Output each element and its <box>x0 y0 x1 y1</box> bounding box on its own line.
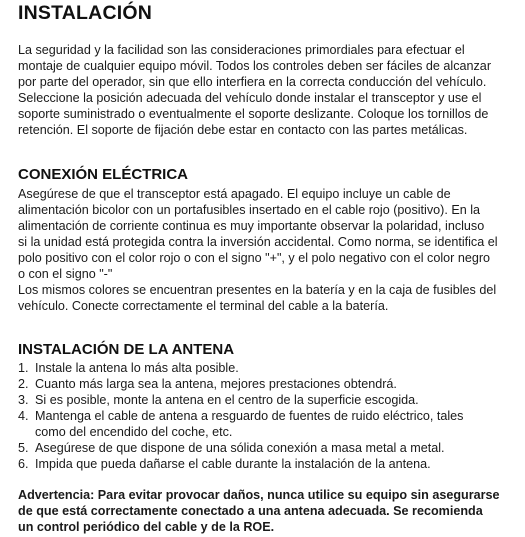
intro-line: Seleccione la posición adecuada del vehículo donde instalar el transceptor y use el <box>18 91 482 105</box>
intro-line: soporte suministrado o eventualmente el soporte deslizante. Coloque los tornillos de <box>18 107 489 121</box>
intro-line: retención. El soporte de fijación debe estar en contacto con las partes metálicas. <box>18 123 468 137</box>
electrical-line: Asegúrese de que el transceptor está apagado. El equipo incluye un cable de <box>18 187 451 201</box>
step-text: Mantenga el cable de antena a resguardo de fuentes de ruido eléctrico, tales <box>35 409 464 423</box>
step-text: como del encendido del coche, etc. <box>35 425 233 439</box>
electrical-line: vehículo. Conecte correctamente el terminal del cable a la batería. <box>18 299 389 313</box>
step-text: Impida que pueda dañarse el cable durante la instalación de la antena. <box>35 457 431 471</box>
antenna-steps-list <box>18 360 518 472</box>
electrical-line: alimentación de corriente continua es muy importante observar la polaridad, incluso <box>18 219 485 233</box>
electrical-line: Los mismos colores se encuentran presentes en la batería y en la caja de fusibles del <box>18 283 497 297</box>
step-text: Cuanto más larga sea la antena, mejores prestaciones obtendrá. <box>35 377 397 391</box>
electrical-line: alimentación bicolor con un portafusibles insertado en el cable rojo (positivo). En la <box>18 203 481 217</box>
step-number: 6. <box>18 457 29 471</box>
electrical-line: polo positivo con el color rojo o con el signo "+", y el polo negativo con el color negro <box>18 251 491 265</box>
electrical-line: si la unidad está protegida contra la inversión accidental. Como norma, se identifica el <box>18 235 498 249</box>
electrical-line: o con el signo "-" <box>18 267 113 281</box>
step-number: 4. <box>18 409 29 423</box>
warning-note <box>18 487 518 535</box>
step-text: Asegúrese de que dispone de una sólida conexión a masa metal a metal. <box>35 441 445 455</box>
intro-paragraph <box>18 42 516 138</box>
step-text: Instale la antena lo más alta posible. <box>35 361 239 375</box>
intro-line: montaje de cualquier equipo móvil. Todos los controles deben ser fáciles de alcanzar <box>18 59 492 73</box>
electrical-connection-paragraph <box>18 186 516 314</box>
list-item <box>18 456 518 472</box>
step-number: 1. <box>18 361 29 375</box>
warning-line: de que está correctamente conectado a una antena adecuada. Se recomienda <box>18 504 483 518</box>
list-item <box>18 440 518 456</box>
antenna-installation-heading: INSTALACIÓN DE LA ANTENA <box>18 341 235 358</box>
list-item <box>18 408 518 440</box>
intro-line: La seguridad y la facilidad son las consideraciones primordiales para efectuar el <box>18 43 465 57</box>
step-number: 3. <box>18 393 29 407</box>
step-number: 2. <box>18 377 29 391</box>
step-text: Si es posible, monte la antena en el centro de la superficie escogida. <box>35 393 419 407</box>
page-title: INSTALACIÓN <box>18 2 152 24</box>
intro-line: por parte del operador, sin que ello interfiera en la correcta conducción del vehículo. <box>18 75 487 89</box>
warning-line: un control periódico del cable y de la ROE. <box>18 520 275 534</box>
warning-line: Advertencia: Para evitar provocar daños, nunca utilice su equipo sin asegurarse <box>18 488 500 502</box>
step-number: 5. <box>18 441 29 455</box>
list-item <box>18 392 518 408</box>
list-item <box>18 360 518 376</box>
list-item <box>18 376 518 392</box>
electrical-connection-heading: CONEXIÓN ELÉCTRICA <box>18 166 189 183</box>
